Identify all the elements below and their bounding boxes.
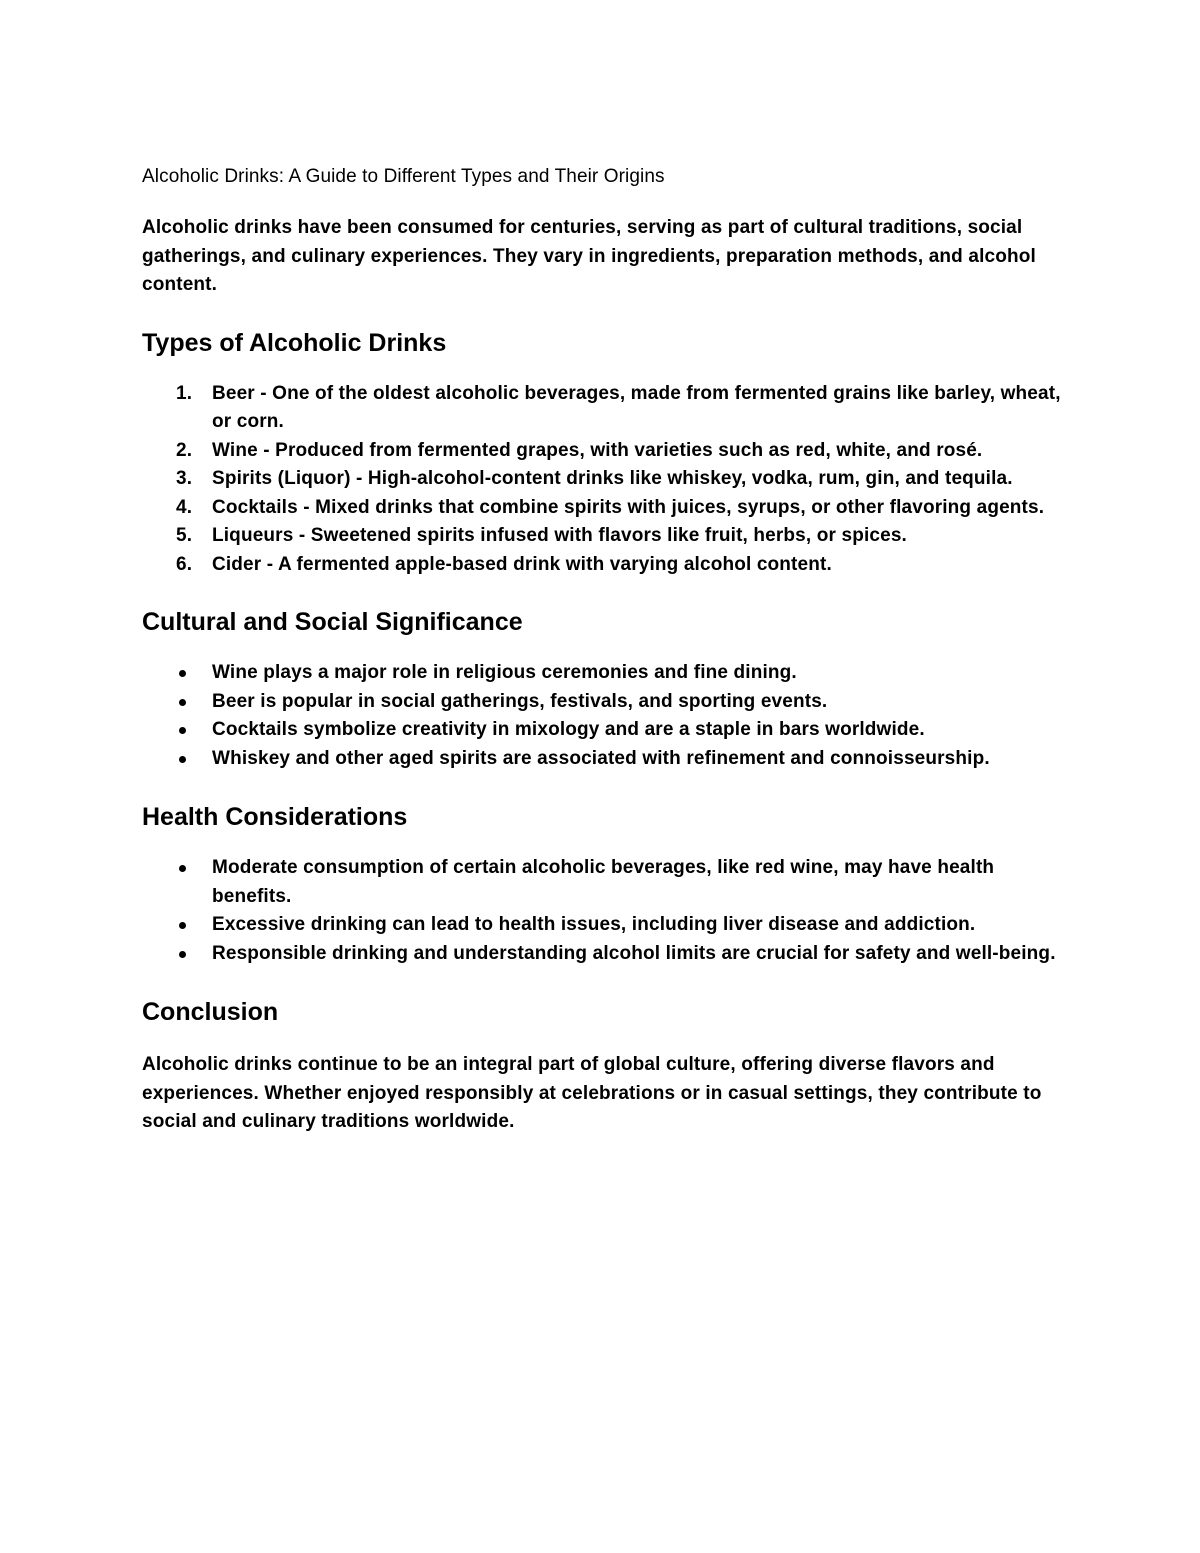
list-item <box>142 522 1072 551</box>
list-item-text: Moderate consumption of certain alcoholic beverages, like red wine, may have health benefits. <box>212 857 995 907</box>
list-item-text: Excessive drinking can lead to health issues, including liver disease and addiction. <box>212 914 976 935</box>
list-number: 4. <box>176 496 193 518</box>
list-number: 3. <box>176 468 193 489</box>
bullet-icon <box>179 727 186 734</box>
health-heading: Health Considerations <box>142 803 408 831</box>
list-item-text: Beer - One of the oldest alcoholic beverages, made from fermented grains like barley, wheat, or corn. <box>212 382 1061 432</box>
list-number: 5. <box>176 525 193 546</box>
bullet-icon <box>179 670 186 677</box>
list-item <box>142 380 1072 437</box>
conclusion-paragraph: Alcoholic drinks continue to be an integral part of global culture, offering diverse flavors and experiences. Whether enjoyed responsibly at celebrations or in casual settings, they contribute to social and culinary traditions worldwide. <box>142 1054 1042 1132</box>
bullet-icon <box>179 865 186 872</box>
list-item-text: Responsible drinking and understanding alcohol limits are crucial for safety and well-being. <box>212 942 1056 964</box>
list-number: 6. <box>176 553 193 575</box>
cultural-heading: Cultural and Social Significance <box>142 608 523 636</box>
bullet-icon <box>179 922 186 929</box>
list-item-text: Spirits (Liquor) - High-alcohol-content drinks like whiskey, vodka, rum, gin, and tequila. <box>212 468 1013 489</box>
list-item <box>142 437 1072 466</box>
list-item <box>142 659 1072 688</box>
list-number: 1. <box>176 382 193 404</box>
list-item-text: Cocktails - Mixed drinks that combine spirits with juices, syrups, or other flavoring agents. <box>212 496 1045 518</box>
list-number: 2. <box>176 439 193 461</box>
cultural-list <box>142 659 1072 773</box>
list-item <box>142 940 1072 969</box>
list-item-text: Whiskey and other aged spirits are associated with refinement and connoisseurship. <box>212 747 990 769</box>
types-heading: Types of Alcoholic Drinks <box>142 328 447 357</box>
list-item <box>142 688 1072 717</box>
list-item-text: Wine plays a major role in religious ceremonies and fine dining. <box>212 662 797 683</box>
list-item <box>142 465 1072 494</box>
list-item <box>142 494 1072 523</box>
list-item-text: Beer is popular in social gatherings, festivals, and sporting events. <box>212 690 828 712</box>
bullet-icon <box>179 756 186 763</box>
bullet-icon <box>179 699 186 706</box>
list-item <box>142 854 1072 911</box>
health-list <box>142 854 1072 968</box>
bullet-icon <box>179 951 186 958</box>
list-item-text: Wine - Produced from fermented grapes, with varieties such as red, white, and rosé. <box>212 439 983 461</box>
list-item-text: Cocktails symbolize creativity in mixology and are a staple in bars worldwide. <box>212 719 925 740</box>
list-item <box>142 551 1072 580</box>
list-item <box>142 745 1072 774</box>
list-item-text: Cider - A fermented apple-based drink with varying alcohol content. <box>212 553 832 575</box>
types-list <box>142 380 1072 580</box>
intro-paragraph: Alcoholic drinks have been consumed for centuries, serving as part of cultural traditions, social gatherings, and culinary experiences. They vary in ingredients, preparation methods, and alcohol content. <box>142 217 1036 295</box>
list-item <box>142 716 1072 745</box>
conclusion-heading: Conclusion <box>142 998 279 1026</box>
document-title: Alcoholic Drinks: A Guide to Different Types and Their Origins <box>142 166 665 187</box>
document-page <box>142 162 1072 1137</box>
list-item-text: Liqueurs - Sweetened spirits infused with flavors like fruit, herbs, or spices. <box>212 525 907 546</box>
list-item <box>142 911 1072 940</box>
